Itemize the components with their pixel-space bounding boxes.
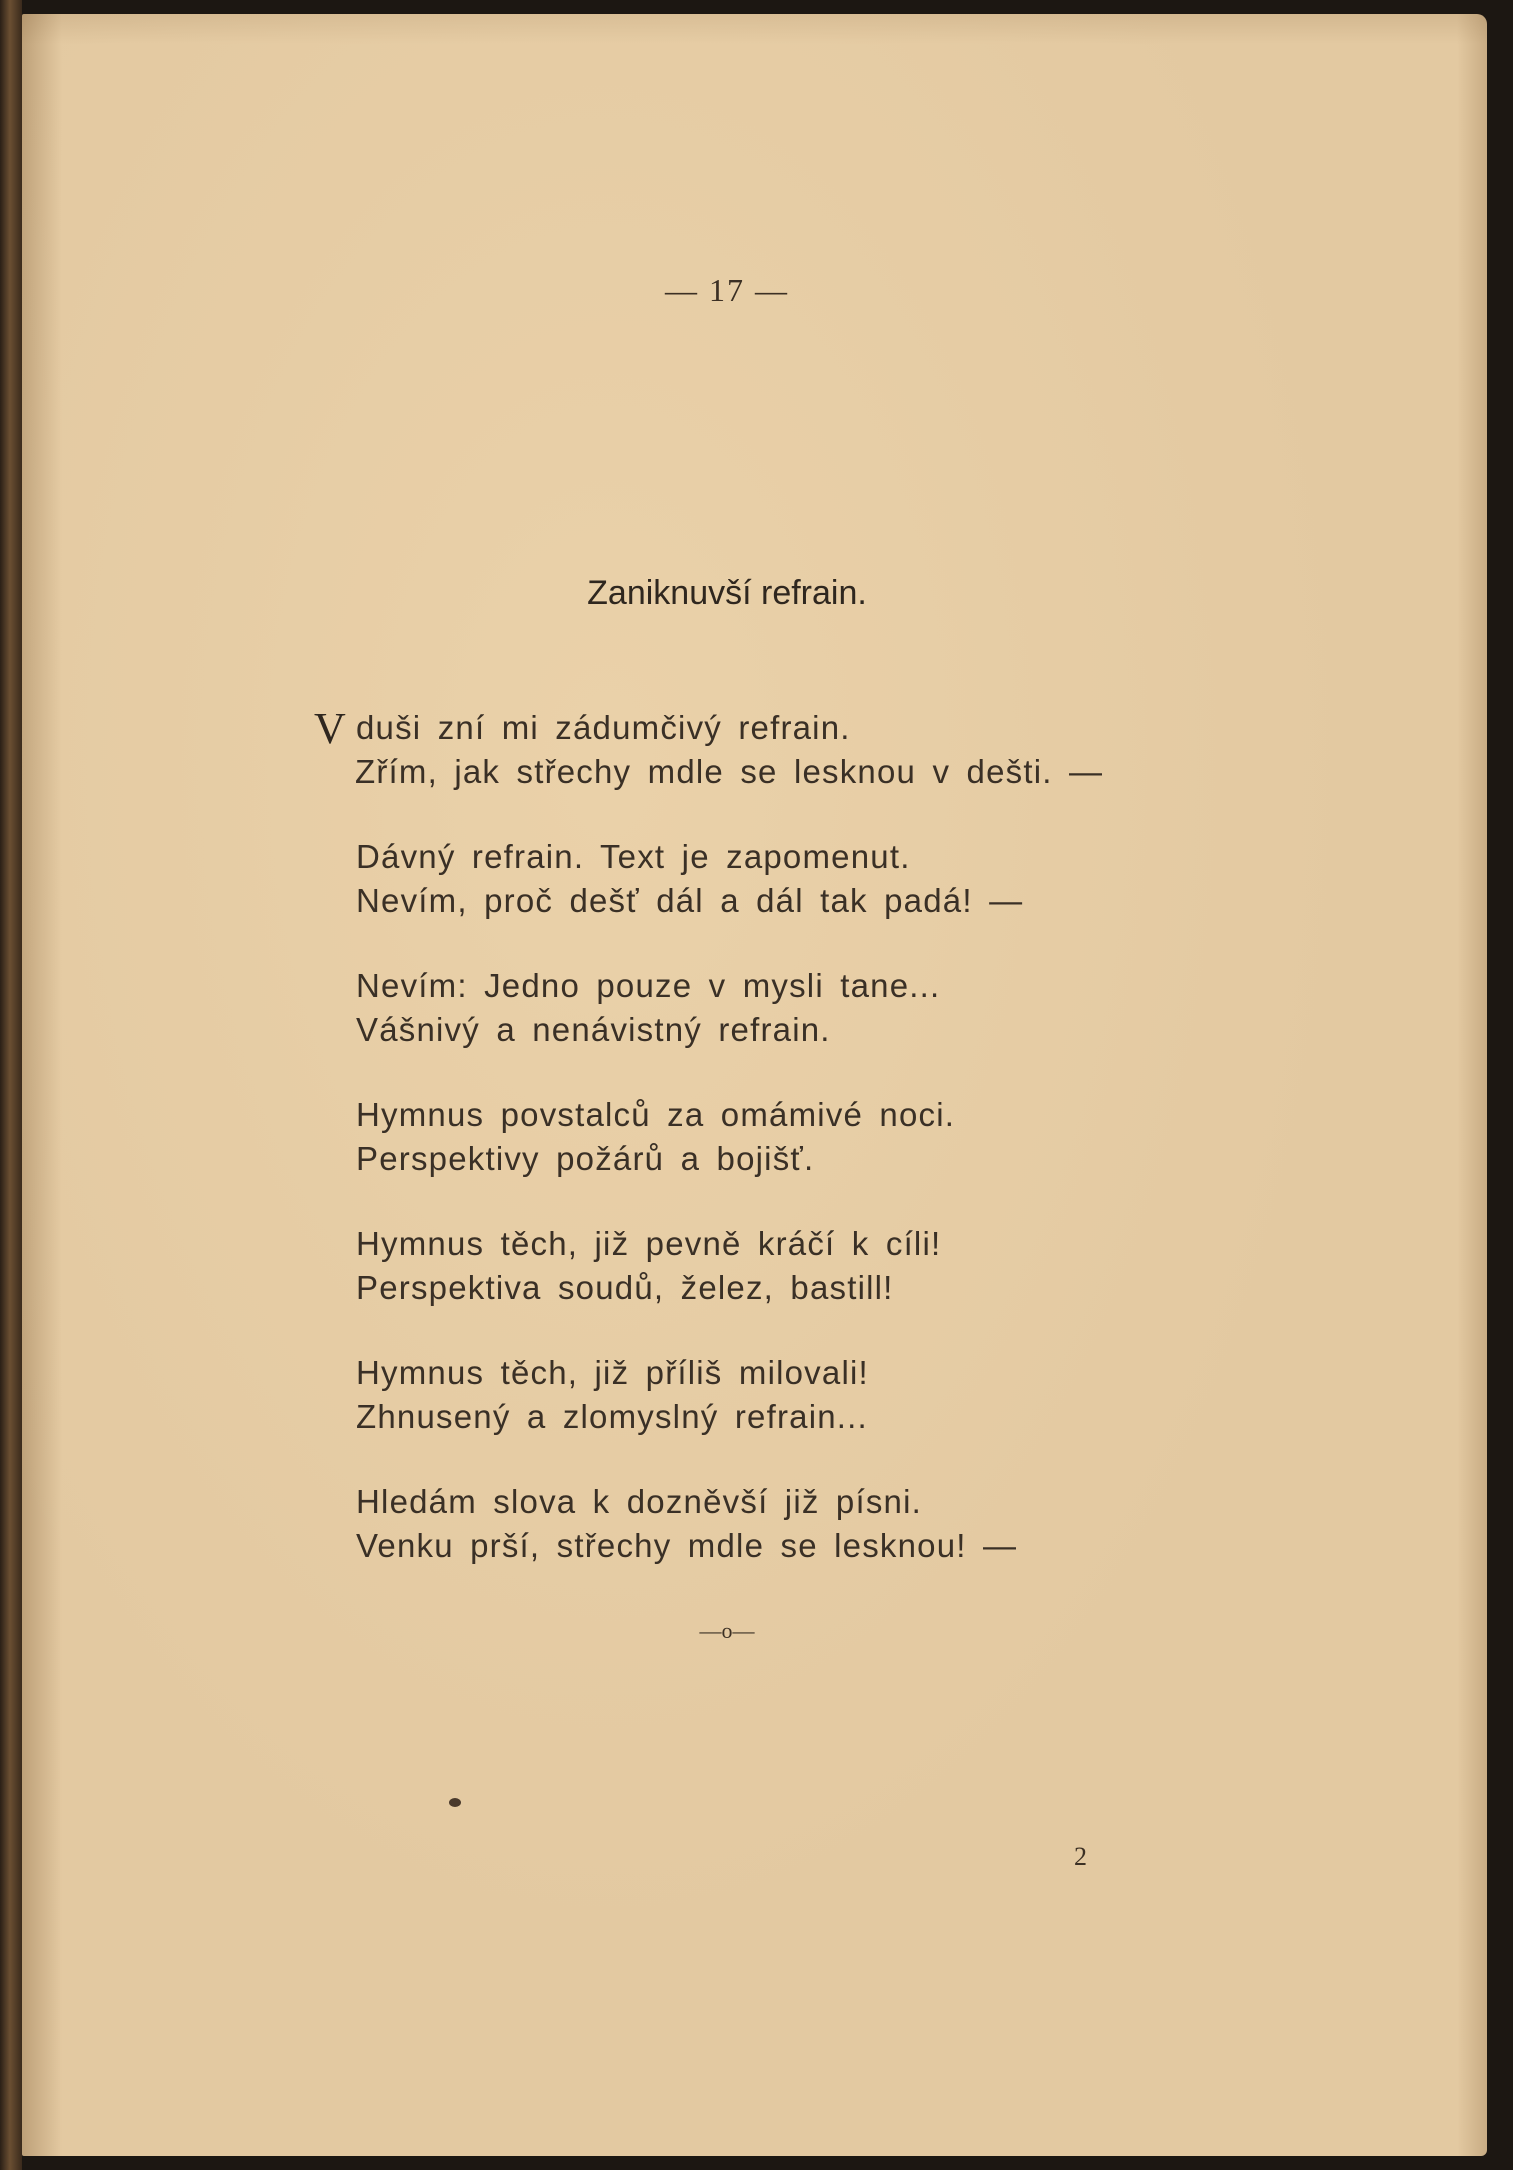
stanza	[356, 1093, 1256, 1181]
poem-line: Hledám slova k dozněvší již písni.	[356, 1483, 923, 1520]
poem-line: Perspektivy požárů a bojišť.	[356, 1140, 815, 1177]
poem-line: Zhnusený a zlomyslný refrain...	[356, 1398, 868, 1435]
stanza	[356, 1222, 1256, 1310]
poem-line: Hymnus těch, již příliš milovali!	[356, 1354, 869, 1391]
end-ornament: —o—	[699, 1618, 755, 1643]
poem-line: Hymnus těch, již pevně kráčí k cíli!	[356, 1225, 942, 1262]
poem-line: duši zní mi zádumčivý refrain.	[356, 709, 851, 746]
poem-line: Nevím: Jedno pouze v mysli tane...	[356, 967, 941, 1004]
ink-speck	[449, 1798, 461, 1807]
page-number: — 17 —	[665, 272, 789, 308]
drop-cap: V	[314, 704, 347, 753]
poem-line: Hymnus povstalců za omámivé noci.	[356, 1096, 956, 1133]
poem-line: Nevím, proč dešť dál a dál tak padá! —	[356, 882, 1024, 919]
poem-title: Zaniknuvší refrain.	[587, 574, 867, 612]
signature-mark: 2	[1074, 1842, 1087, 1871]
poem-line: Vášnivý a nenávistný refrain.	[356, 1011, 831, 1048]
book-page	[22, 14, 1487, 2156]
stanza	[356, 1480, 1256, 1568]
poem-line: Zřím, jak střechy mdle se lesknou v dešti. —	[355, 753, 1104, 790]
book-spine	[0, 0, 22, 2170]
poem-line: Venku prší, střechy mdle se lesknou! —	[356, 1527, 1018, 1564]
poem-line: Perspektiva soudů, želez, bastill!	[356, 1269, 894, 1306]
stanza	[356, 1351, 1256, 1439]
poem-body	[314, 704, 1256, 1609]
stanza	[356, 835, 1256, 923]
stanza	[356, 964, 1256, 1052]
poem-line: Dávný refrain. Text je zapomenut.	[356, 838, 911, 875]
stanza	[314, 704, 1256, 794]
